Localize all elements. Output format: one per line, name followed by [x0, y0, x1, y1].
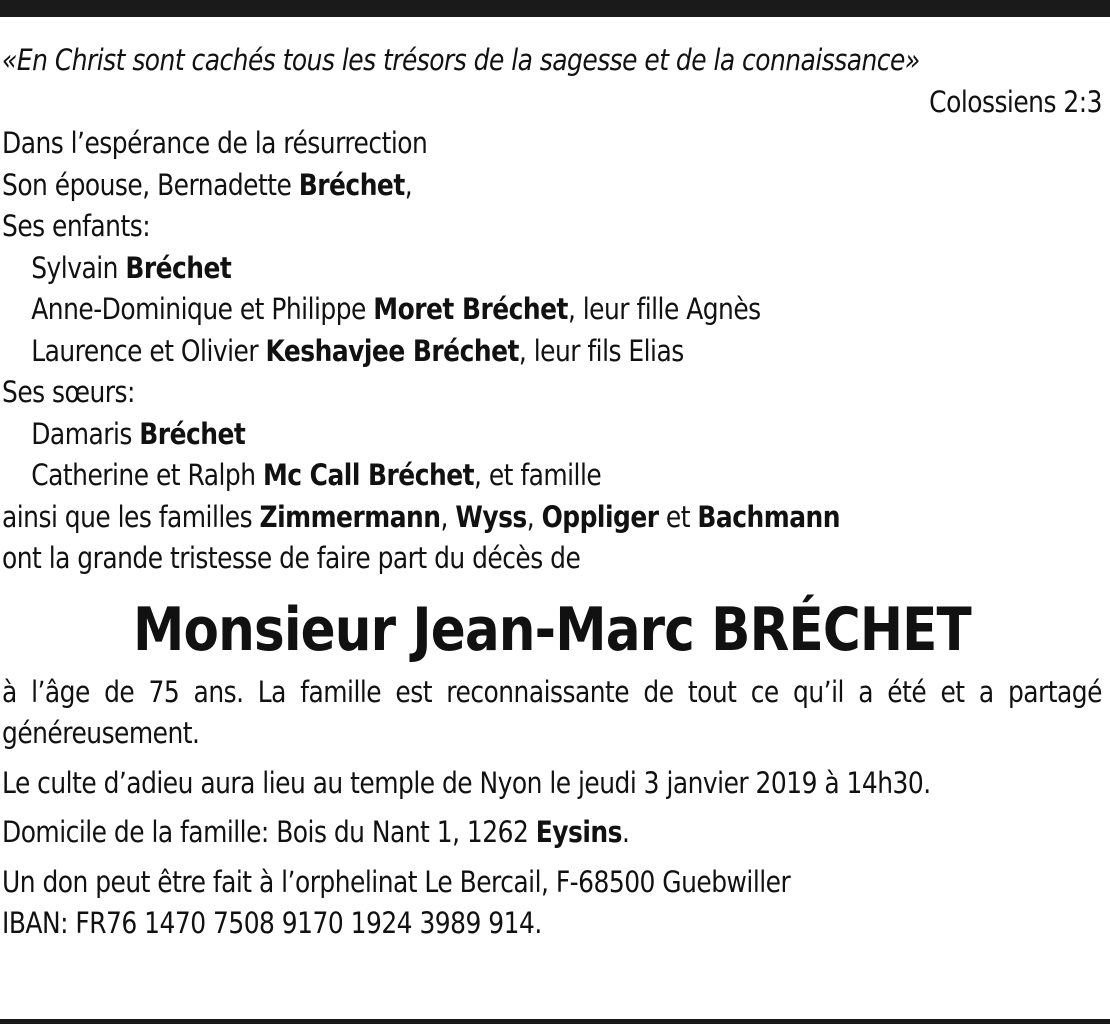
child-entry — [2, 248, 1102, 290]
deceased-name: Monsieur Jean-Marc BRÉCHET — [133, 594, 971, 665]
spouse-surname: Bréchet — [298, 167, 405, 202]
announcement-line: ont la grande tristesse de faire part du décès de — [2, 541, 581, 575]
spouse-name: Son épouse, Bernadette — [2, 167, 299, 202]
spouse-suffix: , — [404, 167, 413, 202]
service-paragraph: Le culte d’adieu aura lieu au temple de Nyon le jeudi 3 janvier 2019 à 14h30. — [2, 765, 931, 800]
families-line — [2, 497, 1102, 539]
child-surname: Moret Bréchet — [373, 292, 568, 326]
children-label: Ses enfants: — [2, 209, 151, 243]
sister-surname: Bréchet — [139, 416, 246, 451]
donation-line: Un don peut être fait à l’orphelinat Le Bercail, F-68500 Guebwiller — [2, 864, 791, 899]
child-given-names: Anne-Dominique et Philippe — [31, 292, 374, 326]
domicile-line — [2, 812, 1102, 854]
age-paragraph: à l’âge de 75 ans. La famille est reconnaissante de tout ce qu’il a été et a partagé généreusement. — [2, 674, 1102, 750]
death-notice — [2, 40, 1102, 945]
sister-given-names: Catherine et Ralph — [31, 458, 263, 492]
intro-line: Dans l’espérance de la résurrection — [2, 126, 428, 160]
family-name: Bachmann — [697, 499, 841, 534]
bottom-rule — [0, 1019, 1110, 1024]
families-prefix: ainsi que les familles — [2, 499, 260, 534]
families-separator: et — [658, 499, 698, 534]
child-suffix: , leur fils Elias — [518, 333, 684, 368]
domicile-town: Eysins — [535, 815, 622, 849]
child-surname: Bréchet — [125, 250, 232, 285]
sisters-label: Ses sœurs: — [2, 375, 135, 409]
child-suffix: , leur fille Agnès — [567, 292, 761, 326]
sister-entry — [2, 414, 1102, 456]
sister-given-names: Damaris — [31, 416, 140, 451]
domicile-suffix: . — [621, 815, 630, 849]
child-entry — [2, 331, 1102, 373]
family-name: Wyss — [455, 499, 527, 534]
family-name: Oppliger — [541, 499, 659, 534]
child-entry — [2, 289, 1102, 331]
iban-line: IBAN: FR76 1470 7508 9170 1924 3989 914. — [2, 906, 542, 940]
spouse-line — [2, 165, 1102, 207]
epigraph-quote: «En Christ sont cachés tous les trésors de la sagesse et de la connaissance» — [2, 43, 920, 77]
family-name: Zimmermann — [259, 499, 441, 534]
domicile-address: Domicile de la famille: Bois du Nant 1, 1262 — [2, 815, 536, 849]
child-given-names: Sylvain — [31, 250, 126, 285]
sister-suffix: , et famille — [474, 458, 602, 492]
child-given-names: Laurence et Olivier — [31, 333, 266, 368]
sister-surname: Mc Call Bréchet — [262, 458, 475, 492]
families-separator: , — [526, 499, 542, 534]
families-separator: , — [440, 499, 456, 534]
sister-entry — [2, 455, 1102, 497]
top-rule — [0, 0, 1110, 17]
child-surname: Keshavjee Bréchet — [265, 333, 519, 368]
epigraph-reference: Colossiens 2:3 — [929, 84, 1102, 119]
